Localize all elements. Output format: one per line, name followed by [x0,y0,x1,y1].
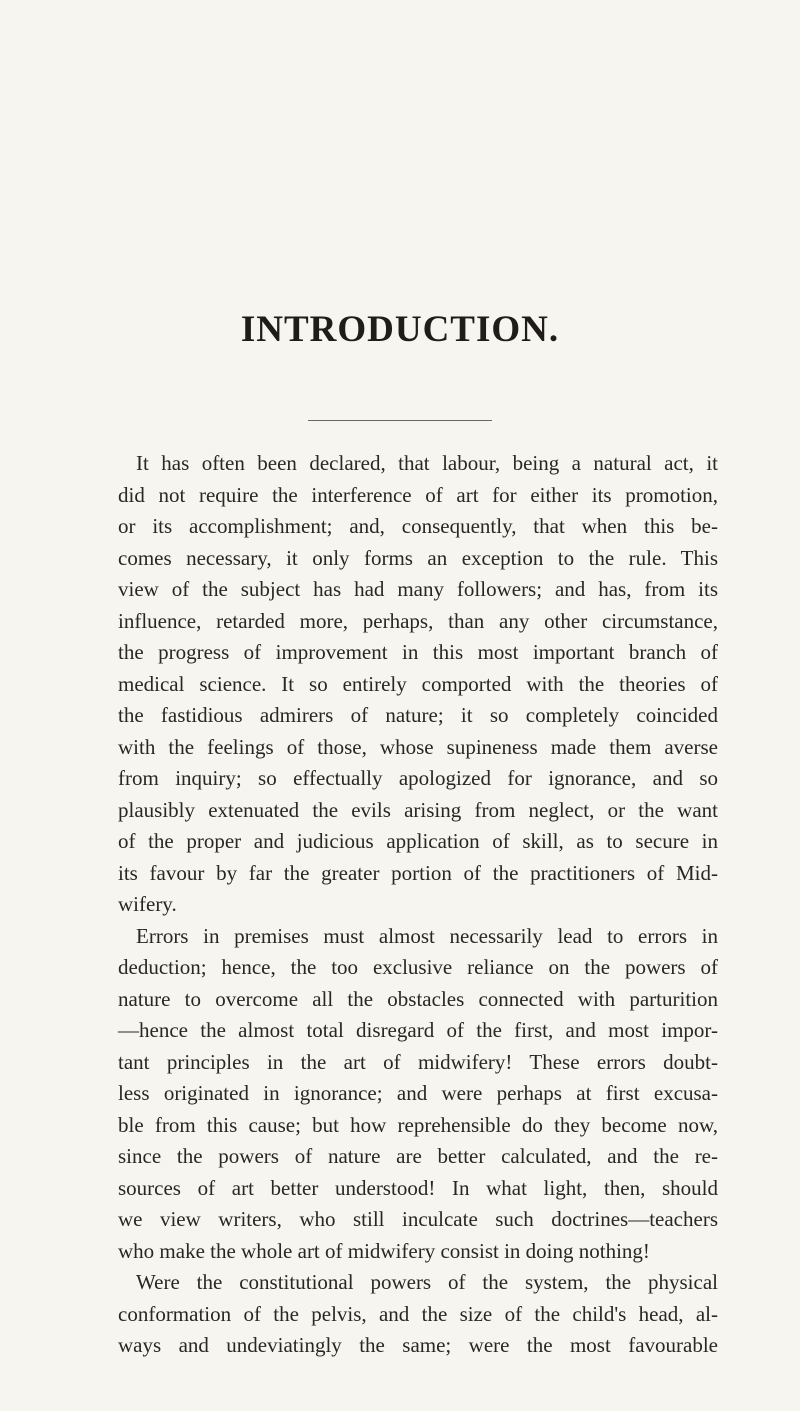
body-text [118,448,718,1362]
text-line: view of the subject has had many followers; and has, from its [118,577,718,601]
text-line: sources of art better understood! In what light, then, should [118,1175,718,1200]
text-line: nature to overcome all the obstacles connected with parturition [118,986,718,1011]
text-line: the progress of improvement in this most important branch of [118,640,718,664]
text-line: medical science. It so entirely comported with the theories of [118,671,718,696]
text-line: did not require the interference of art for either its promotion, [118,482,718,507]
text-line: the fastidious admirers of nature; it so completely coincided [118,703,718,727]
text-line: since the powers of nature are better calculated, and the re- [118,1144,718,1168]
text-line: its favour by far the greater portion of the practitioners of Mid- [118,860,718,885]
text-line: or its accomplishment; and, consequently, that when this be- [118,514,718,538]
chapter-heading: INTRODUCTION. [240,309,560,350]
text-line: —hence the almost total disregard of the first, and most impor- [118,1018,718,1042]
text-line: conformation of the pelvis, and the size of the child's head, al- [118,1301,718,1326]
heading-rule [308,420,492,421]
text-line: deduction; hence, the too exclusive reliance on the powers of [118,955,718,979]
text-line: It has often been declared, that labour, being a natural act, it [136,451,718,475]
text-line: of the proper and judicious application of skill, as to secure in [118,829,718,853]
text-line: we view writers, who still inculcate such doctrines—teachers [118,1207,718,1231]
text-line: with the feelings of those, whose supineness made them averse [118,734,718,759]
text-line: Were the constitutional powers of the system, the physical [136,1270,718,1294]
text-line: wifery. [118,892,177,916]
text-line: from inquiry; so effectually apologized for ignorance, and so [118,766,718,790]
text-line: less originated in ignorance; and were perhaps at first excusa- [118,1081,718,1105]
text-line: plausibly extenuated the evils arising from neglect, or the want [118,797,718,822]
text-line: who make the whole art of midwifery consist in doing nothing! [118,1238,650,1263]
text-line: comes necessary, it only forms an exception to the rule. This [118,545,718,570]
text-line: Errors in premises must almost necessarily lead to errors in [136,923,718,948]
text-line: ways and undeviatingly the same; were the most favourable [118,1333,718,1357]
text-line: tant principles in the art of midwifery! These errors doubt- [118,1049,718,1074]
text-line: ble from this cause; but how reprehensible do they become now, [118,1112,718,1137]
text-line: influence, retarded more, perhaps, than any other circumstance, [118,608,718,633]
